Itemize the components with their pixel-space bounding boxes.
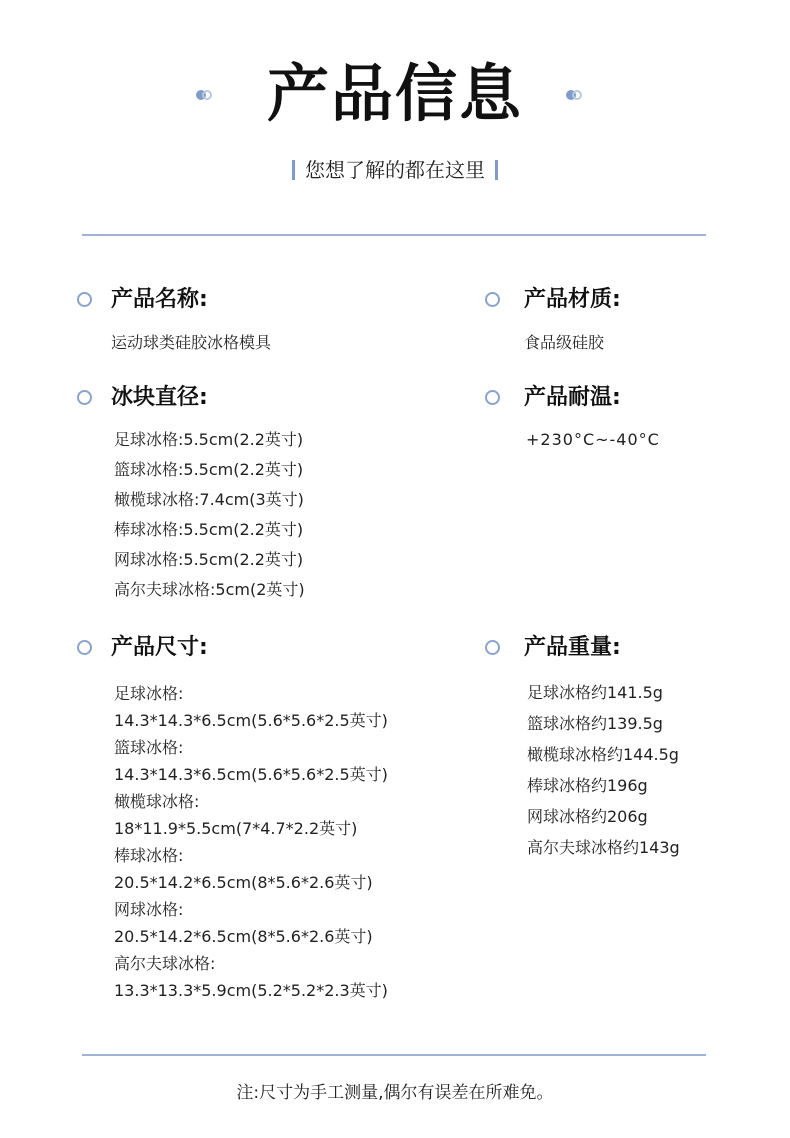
section-body-temperature — [526, 425, 660, 455]
info-line: 足球冰格:5.5cm(2.2英寸) — [114, 430, 304, 449]
bottom-divider — [82, 1054, 706, 1056]
circle-bullet-icon — [77, 390, 92, 405]
subtitle-left-bar — [292, 160, 295, 180]
page-subtitle — [0, 156, 790, 184]
section-heading-material: 产品材质: — [524, 287, 621, 312]
circle-bullet-icon — [77, 640, 92, 655]
info-line: 20.5*14.2*6.5cm(8*5.6*2.6英寸) — [114, 873, 373, 892]
info-line: 高尔夫球冰格:5cm(2英寸) — [114, 580, 305, 599]
circle-bullet-icon — [77, 292, 92, 307]
info-line: 篮球冰格:5.5cm(2.2英寸) — [114, 460, 304, 479]
section-heading-size: 产品尺寸: — [111, 635, 208, 660]
info-line: 13.3*13.3*5.9cm(5.2*5.2*2.3英寸) — [114, 981, 388, 1000]
section-heading-diameter: 冰块直径: — [111, 385, 208, 410]
info-line: +230°C~-40°C — [526, 430, 660, 449]
info-line: 高尔夫球冰格约143g — [527, 838, 680, 857]
info-line: 14.3*14.3*6.5cm(5.6*5.6*2.5英寸) — [114, 765, 388, 784]
subtitle-text: 您想了解的都在这里 — [305, 158, 485, 182]
page-title: 产品信息 — [266, 57, 523, 130]
info-line: 橄榄球冰格:7.4cm(3英寸) — [114, 490, 304, 509]
section-body-size — [114, 680, 388, 1004]
info-line: 足球冰格约141.5g — [527, 683, 663, 702]
section-heading-name: 产品名称: — [111, 287, 208, 312]
circle-bullet-icon — [485, 292, 500, 307]
top-divider — [82, 234, 706, 236]
info-line: 足球冰格: — [114, 684, 184, 703]
info-line: 14.3*14.3*6.5cm(5.6*5.6*2.5英寸) — [114, 711, 388, 730]
info-line: 网球冰格:5.5cm(2.2英寸) — [114, 550, 304, 569]
info-line: 橄榄球冰格: — [114, 792, 200, 811]
section-heading-temperature: 产品耐温: — [524, 385, 621, 410]
info-line: 18*11.9*5.5cm(7*4.7*2.2英寸) — [114, 819, 358, 838]
info-line: 运动球类硅胶冰格模具 — [111, 333, 272, 352]
info-line: 篮球冰格约139.5g — [527, 714, 663, 733]
left-dots-decoration — [196, 90, 214, 100]
info-line: 网球冰格约206g — [527, 807, 648, 826]
info-line: 高尔夫球冰格: — [114, 954, 216, 973]
info-line: 篮球冰格: — [114, 738, 184, 757]
info-line: 网球冰格: — [114, 900, 184, 919]
info-line: 橄榄球冰格约144.5g — [527, 745, 679, 764]
info-line: 棒球冰格:5.5cm(2.2英寸) — [114, 520, 304, 539]
section-body-weight — [527, 677, 680, 863]
section-body-name — [111, 333, 271, 353]
info-line: 棒球冰格: — [114, 846, 184, 865]
circle-bullet-icon — [485, 640, 500, 655]
info-line: 20.5*14.2*6.5cm(8*5.6*2.6英寸) — [114, 927, 373, 946]
footer-note: 注:尺寸为手工测量,偶尔有误差在所难免。 — [236, 1083, 554, 1103]
info-line: 食品级硅胶 — [524, 333, 605, 352]
right-dots-decoration — [566, 90, 584, 100]
section-body-material — [524, 333, 604, 353]
circle-bullet-icon — [485, 390, 500, 405]
section-heading-weight: 产品重量: — [524, 635, 621, 660]
section-body-diameter — [114, 425, 305, 605]
subtitle-right-bar — [495, 160, 498, 180]
info-line: 棒球冰格约196g — [527, 776, 648, 795]
